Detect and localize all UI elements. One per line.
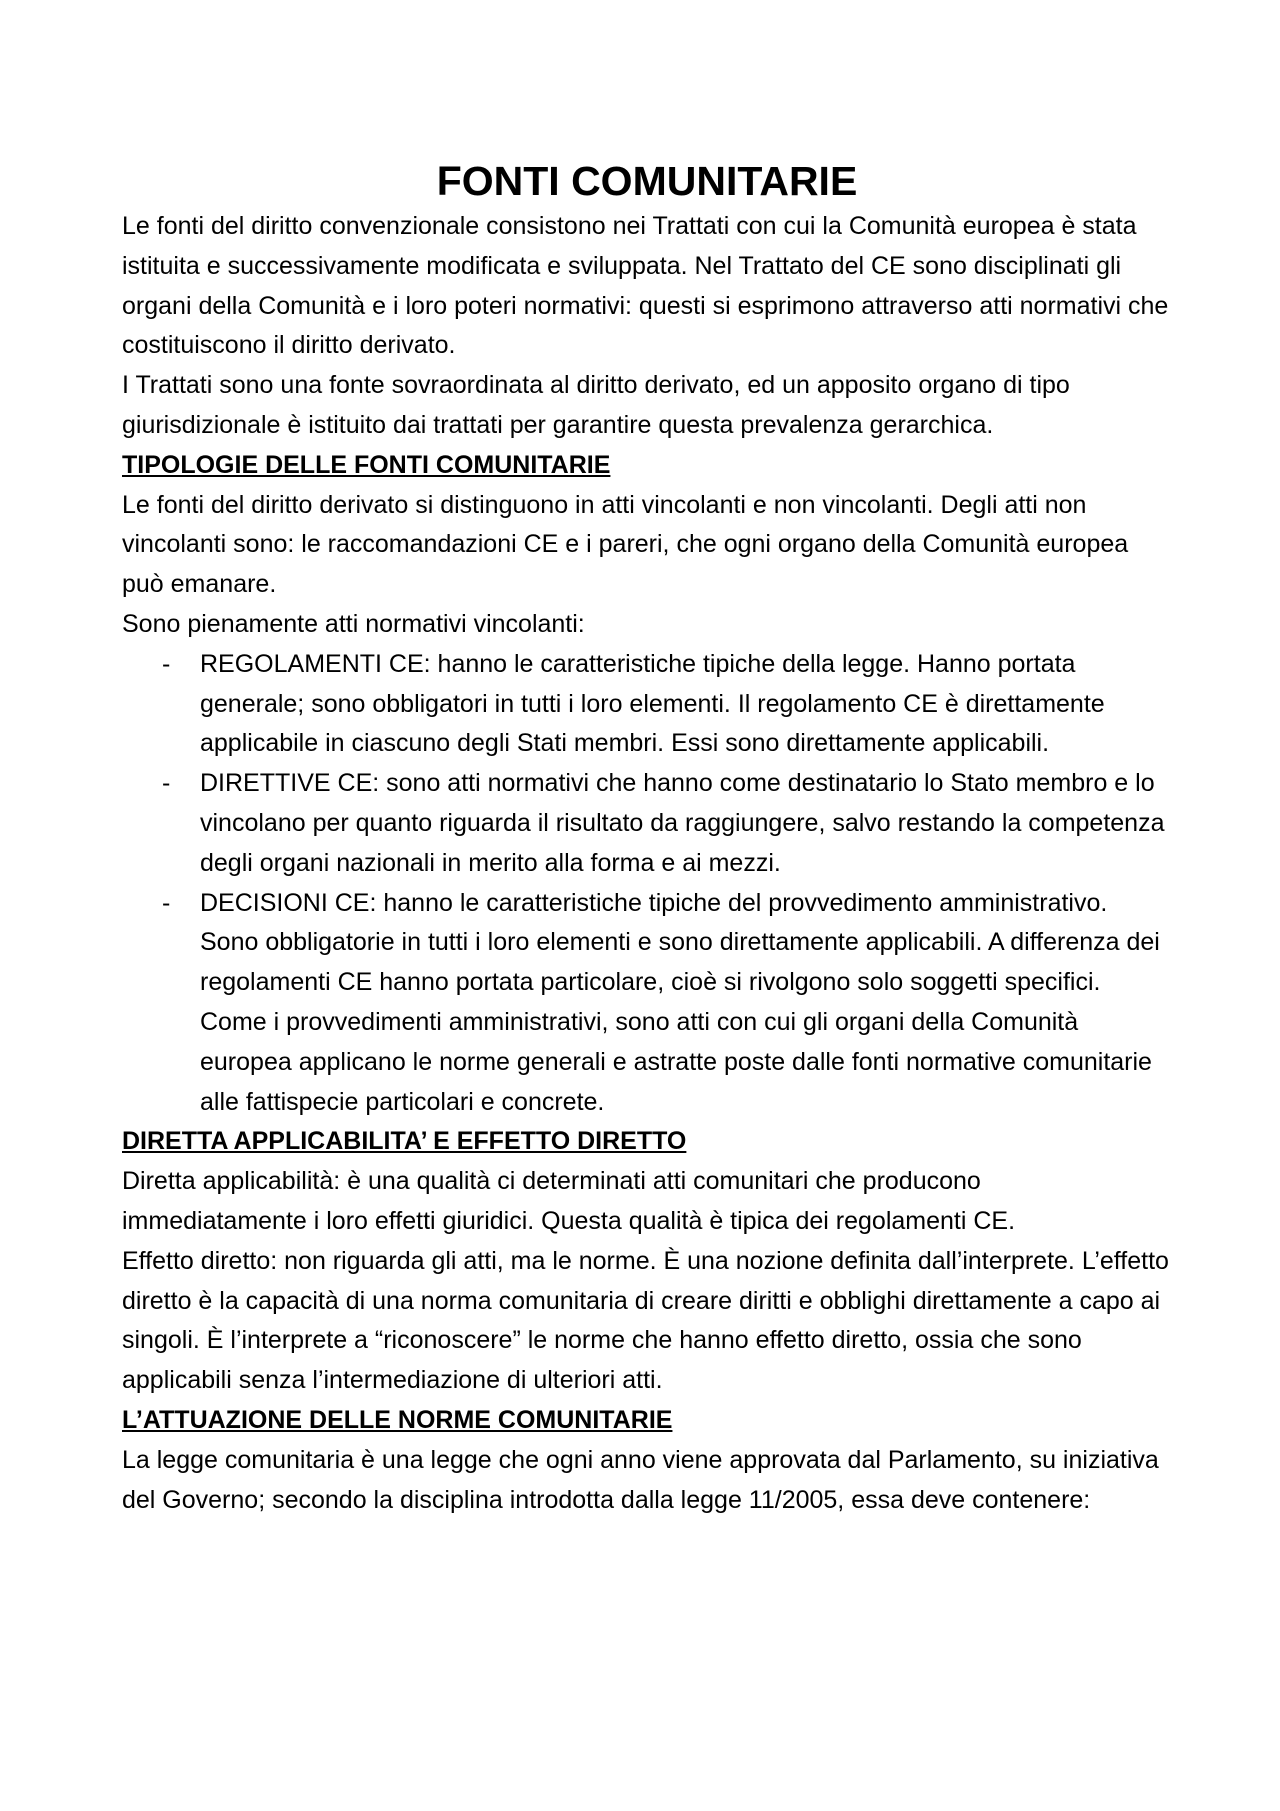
section-paragraph: Effetto diretto: non riguarda gli atti, ma le norme. È una nozione definita dall’interprete. L’effetto diretto è la capacità di una norma comunitaria di creare diritti e obblighi direttamente a capo ai singoli. È l’interprete a “riconoscere” le norme che hanno effetto diretto, ossia che sono applicabili senza l’intermediazione di ulteriori atti. — [122, 1246, 1169, 1395]
section-paragraph: Sono pienamente atti normativi vincolanti: — [122, 609, 585, 638]
list-item-text: DECISIONI CE: hanno le caratteristiche tipiche del provvedimento amministrativo. Sono obbligatorie in tutti i loro elementi e sono direttamente applicabili. A differenza dei regolamenti CE hanno portata particolare, cioè si rivolgono solo soggetti specifici. Come i provvedimenti amministrativi, sono atti con cui gli organi della Comunità europea applicano le norme generali e astratte poste dalle fonti normative comunitarie alle fattispecie particolari e concrete. — [200, 888, 1160, 1116]
list-item-decisioni — [122, 884, 1172, 1123]
section-heading-attuazione: L’ATTUAZIONE DELLE NORME COMUNITARIE — [122, 1405, 673, 1434]
section-heading-tipologie: TIPOLOGIE DELLE FONTI COMUNITARIE — [122, 450, 611, 479]
list-item-regolamenti — [122, 645, 1172, 764]
bullet-marker: - — [162, 649, 171, 678]
document-title: FONTI COMUNITARIE — [436, 158, 858, 204]
section-paragraph: Le fonti del diritto derivato si distinguono in atti vincolanti e non vincolanti. Degli atti non vincolanti sono: le raccomandazioni CE e i pareri, che ogni organo della Comunità europea può emanare. — [122, 490, 1129, 599]
section-heading-diretta-applicabilita: DIRETTA APPLICABILITA’ E EFFETTO DIRETTO — [122, 1127, 687, 1156]
bullet-list — [122, 645, 1172, 1123]
list-item-text: REGOLAMENTI CE: hanno le caratteristiche tipiche della legge. Hanno portata generale; sono obbligatori in tutti i loro elementi. Il regolamento CE è direttamente applicabile in ciascuno degli Stati membri. Essi sono direttamente applicabili. — [200, 649, 1105, 758]
list-item-text: DIRETTIVE CE: sono atti normativi che hanno come destinatario lo Stato membro e lo vincolano per quanto riguarda il risultato da raggiungere, salvo restando la competenza degli organi nazionali in merito alla forma e ai mezzi. — [200, 769, 1165, 877]
section-paragraph: Diretta applicabilità: è una qualità ci determinati atti comunitari che producono immediatamente i loro effetti giuridici. Questa qualità è tipica dei regolamenti CE. — [122, 1167, 1016, 1235]
section-paragraph: La legge comunitaria è una legge che ogni anno viene approvata dal Parlamento, su iniziativa del Governo; secondo la disciplina introdotta dalla legge 11/2005, essa deve contenere: — [122, 1445, 1159, 1514]
bullet-marker: - — [162, 769, 171, 798]
intro-paragraph: Le fonti del diritto convenzionale consistono nei Trattati con cui la Comunità europea è stata istituita e successivamente modificata e sviluppata. Nel Trattato del CE sono disciplinati gli organi della Comunità e i loro poteri normativi: questi si esprimono attraverso atti normativi che costituiscono il diritto derivato. — [122, 212, 1169, 360]
list-item-direttive — [122, 764, 1172, 883]
bullet-marker: - — [162, 888, 171, 917]
intro-paragraph: I Trattati sono una fonte sovraordinata al diritto derivato, ed un apposito organo di tipo giurisdizionale è istituito dai trattati per garantire questa prevalenza gerarchica. — [122, 371, 1070, 439]
document-page — [122, 155, 1172, 1520]
